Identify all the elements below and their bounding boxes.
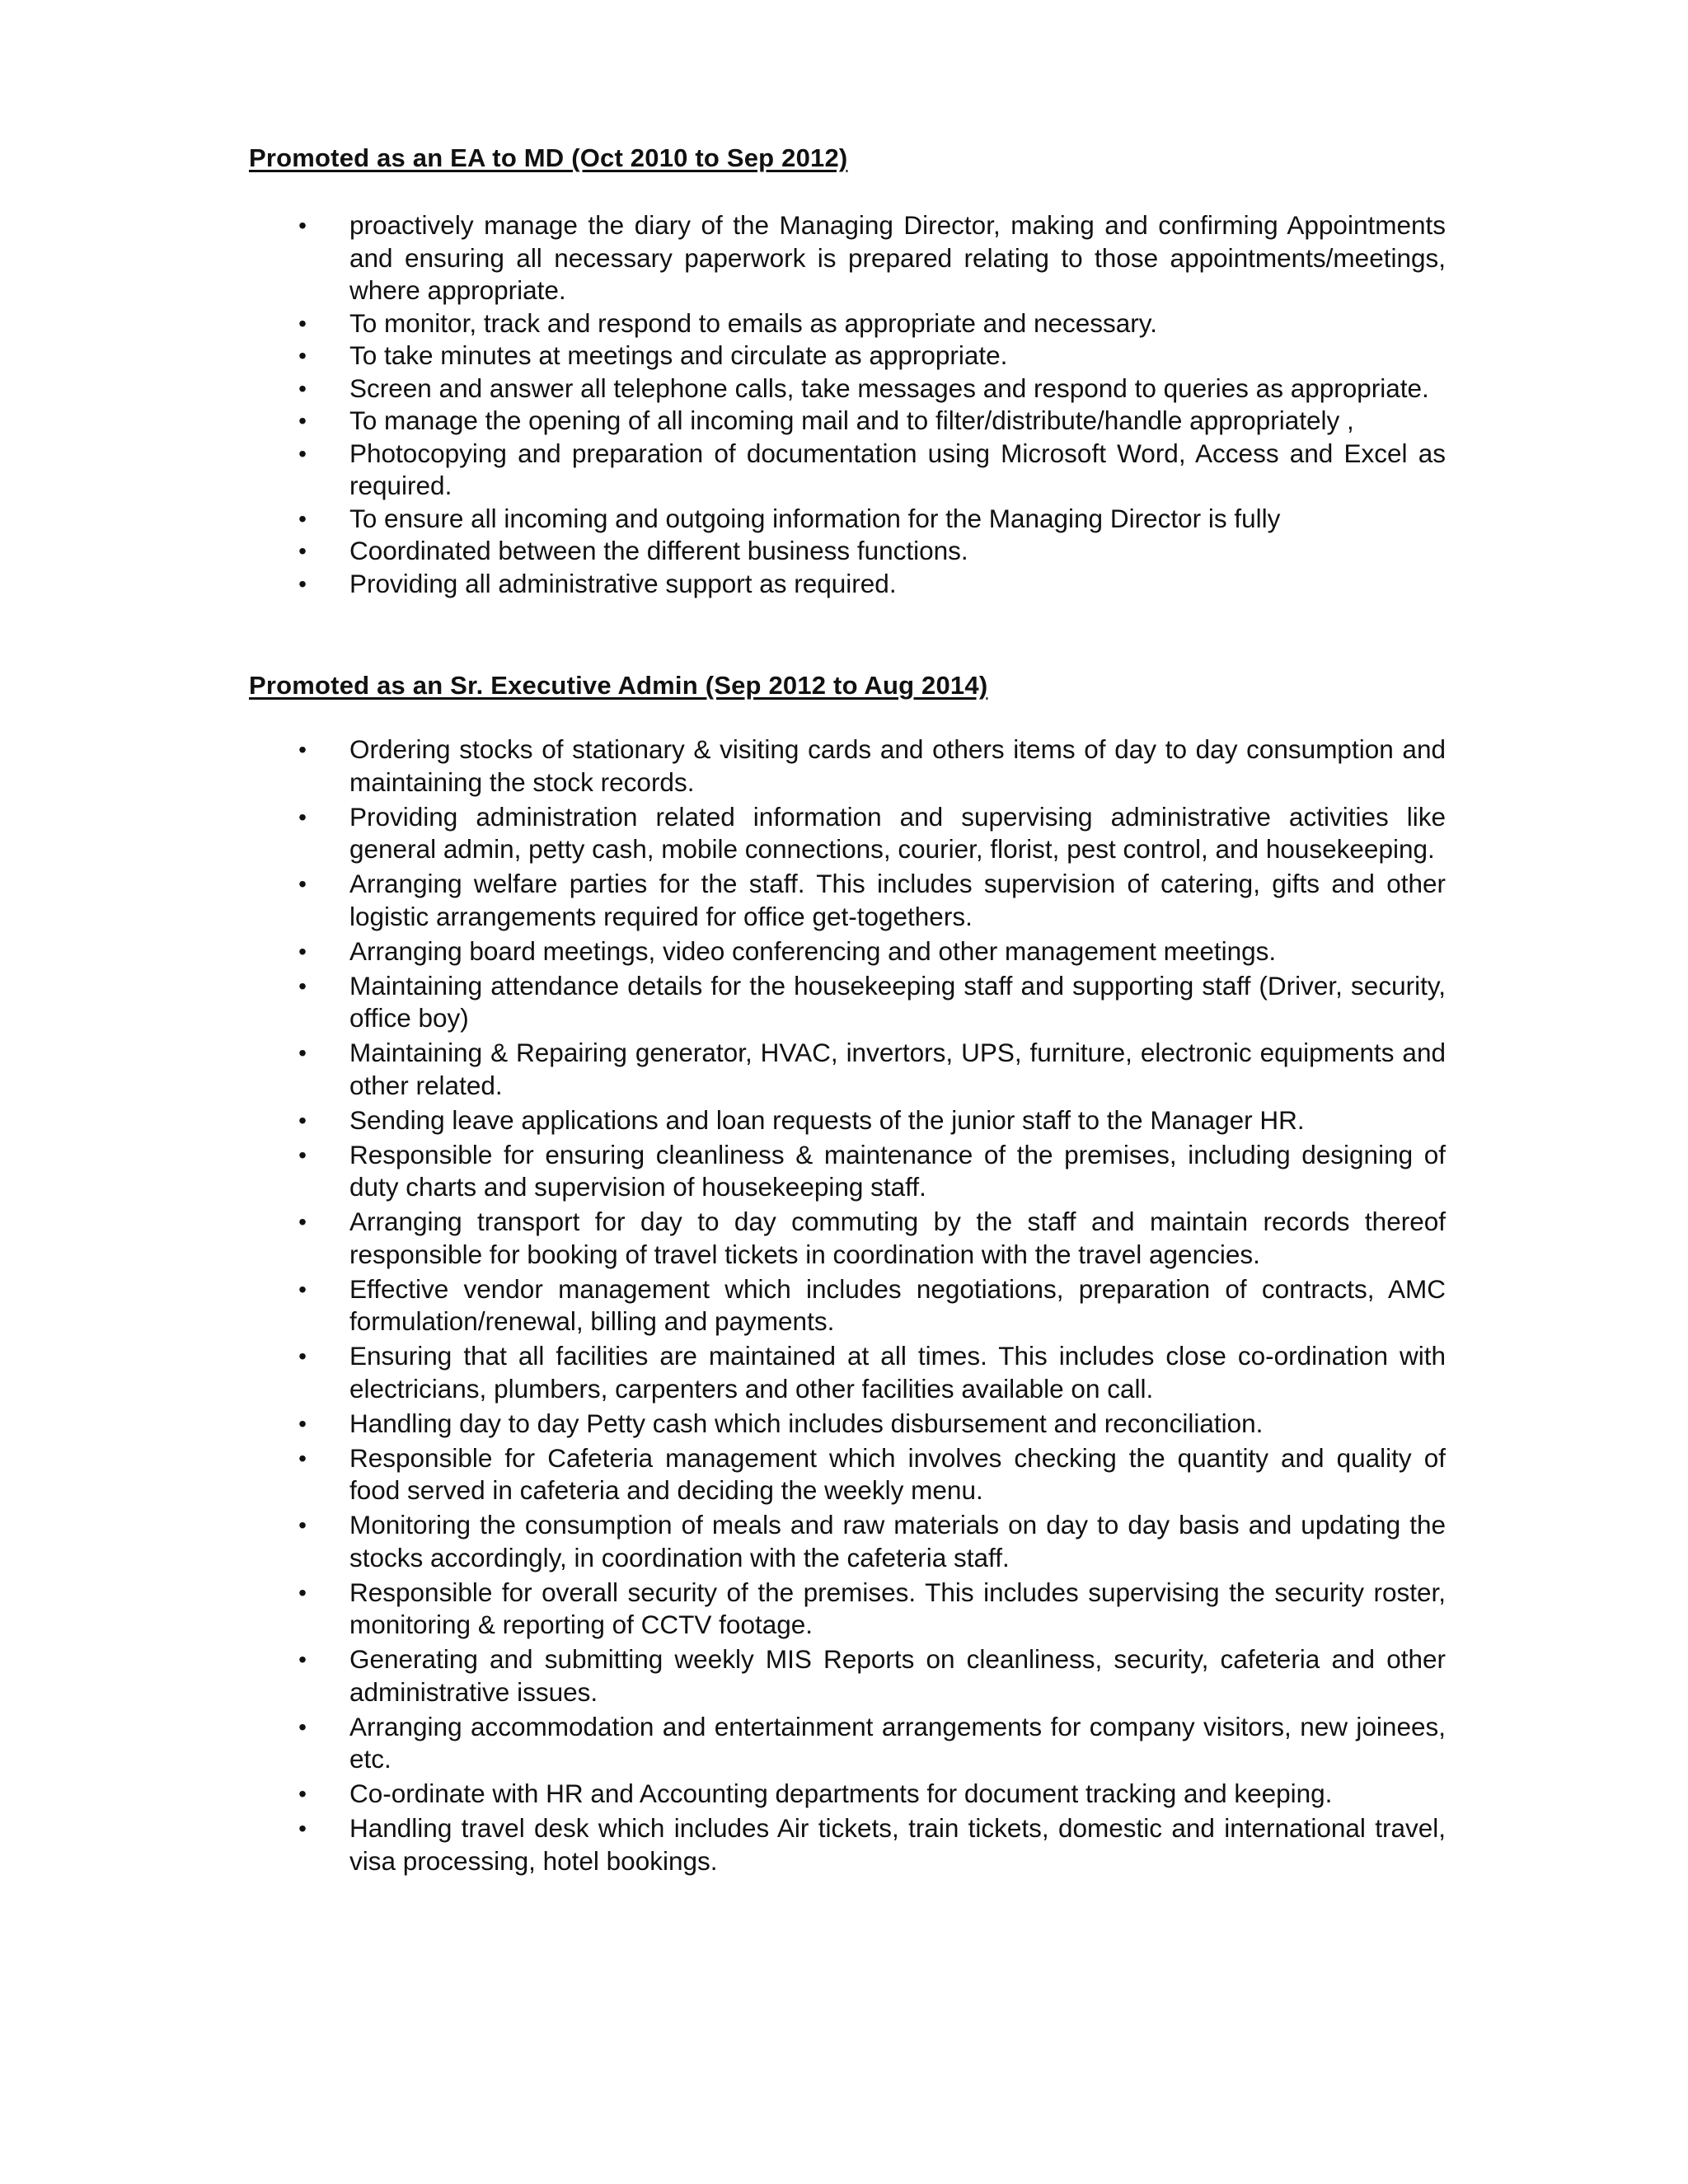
list-item-text: To take minutes at meetings and circulate as appropriate.	[349, 340, 1008, 370]
bullet-icon: •	[298, 804, 307, 830]
list-item	[290, 1577, 1446, 1642]
bullet-icon: •	[298, 213, 307, 238]
bullet-icon: •	[298, 1410, 307, 1436]
list-item-text: Maintaining attendance details for the housekeeping staff and supporting staff (Driver, security, office boy)	[349, 970, 1446, 1033]
bullet-icon: •	[298, 375, 307, 401]
list-item-text: Screen and answer all telephone calls, take messages and respond to queries as appropriate.	[349, 373, 1429, 403]
list-item	[290, 1340, 1446, 1405]
list-item	[290, 1104, 1446, 1137]
list-item	[290, 438, 1446, 503]
sr-executive-admin-duties-list	[290, 733, 1446, 1880]
list-item-text: Responsible for Cafeteria management which involves checking the quantity and quality of food served in cafeteria and deciding the weekly menu.	[349, 1442, 1446, 1505]
list-item	[290, 1273, 1446, 1338]
list-item-text: Maintaining & Repairing generator, HVAC, invertors, UPS, furniture, electronic equipments and other related.	[349, 1038, 1446, 1100]
bullet-icon: •	[298, 538, 307, 564]
list-item	[290, 1408, 1446, 1441]
list-item-text: Generating and submitting weekly MIS Reports on cleanliness, security, cafeteria and other administrative issues.	[349, 1644, 1446, 1707]
bullet-icon: •	[298, 1781, 307, 1807]
list-item	[290, 209, 1446, 307]
list-item-text: To monitor, track and respond to emails as appropriate and necessary.	[349, 307, 1157, 338]
list-item	[290, 1509, 1446, 1574]
list-item-text: proactively manage the diary of the Managing Director, making and confirming Appointments and ensuring all necessary paperwork is prepared relating to those appointments/meetings, where appropriate.	[349, 210, 1446, 305]
list-item-text: Co-ordinate with HR and Accounting departments for document tracking and keeping.	[349, 1779, 1333, 1808]
list-item	[290, 535, 1446, 568]
bullet-icon: •	[298, 1445, 307, 1471]
bullet-icon: •	[298, 1343, 307, 1369]
list-item-text: Effective vendor management which includes negotiations, preparation of contracts, AMC formulation/renewal, billing and payments.	[349, 1273, 1446, 1336]
list-item	[290, 405, 1446, 438]
list-item-text: Sending leave applications and loan requests of the junior staff to the Manager HR.	[349, 1104, 1305, 1135]
list-item-text: Arranging board meetings, video conferencing and other management meetings.	[349, 935, 1277, 966]
list-item-text: Ensuring that all facilities are maintained at all times. This includes close co-ordination with electricians, plumbers, carpenters and other facilities available on call.	[349, 1341, 1446, 1404]
list-item-text: Responsible for ensuring cleanliness & maintenance of the premises, including designing of duty charts and supervision of housekeeping staff.	[349, 1139, 1446, 1202]
list-item	[290, 935, 1446, 968]
bullet-icon: •	[298, 310, 307, 336]
list-item-text: Arranging accommodation and entertainment arrangements for company visitors, new joinees, etc.	[349, 1711, 1446, 1774]
list-item	[290, 1643, 1446, 1708]
list-item	[290, 568, 1446, 601]
bullet-icon: •	[298, 972, 307, 999]
list-item	[290, 970, 1446, 1035]
list-item-text: Coordinated between the different business functions.	[349, 536, 968, 565]
list-item-text: Arranging welfare parties for the staff. This includes supervision of catering, gifts and other logistic arrangements required for office get-togethers.	[349, 869, 1446, 931]
list-item-text: Handling travel desk which includes Air tickets, train tickets, domestic and international travel, visa processing, hotel bookings.	[349, 1813, 1446, 1876]
list-item-text: Providing all administrative support as required.	[349, 568, 897, 598]
list-item-text: Responsible for overall security of the premises. This includes supervising the security roster, monitoring & reporting of CCTV footage.	[349, 1577, 1446, 1639]
bullet-icon: •	[298, 505, 307, 532]
list-item-text: Arranging transport for day to day commuting by the staff and maintain records thereof responsible for booking of travel tickets in coordination with the travel agencies.	[349, 1207, 1446, 1269]
list-item	[290, 801, 1446, 866]
bullet-icon: •	[298, 1040, 307, 1066]
bullet-icon: •	[298, 1816, 307, 1841]
section-heading-ea-to-md: Promoted as an EA to MD (Oct 2010 to Sep 2012)	[249, 143, 848, 172]
list-item	[290, 1037, 1446, 1102]
list-item	[290, 340, 1446, 373]
ea-to-md-duties-list	[290, 209, 1446, 600]
list-item-text: Monitoring the consumption of meals and raw materials on day to day basis and updating the stocks accordingly, in coordination with the cafeteria staff.	[349, 1510, 1446, 1572]
list-item	[290, 307, 1446, 340]
list-item-text: Providing administration related information and supervising administrative activities like general admin, petty cash, mobile connections, courier, florist, pest control, and housekeeping.	[349, 801, 1446, 864]
list-item-text: Photocopying and preparation of documentation using Microsoft Word, Access and Excel as required.	[349, 438, 1446, 500]
list-item	[290, 1711, 1446, 1776]
list-item	[290, 868, 1446, 933]
list-item	[290, 503, 1446, 536]
bullet-icon: •	[298, 1141, 307, 1168]
list-item	[290, 1812, 1446, 1877]
bullet-icon: •	[298, 1512, 307, 1538]
bullet-icon: •	[298, 570, 307, 597]
list-item	[290, 1139, 1446, 1204]
list-item	[290, 1442, 1446, 1507]
bullet-icon: •	[298, 737, 307, 762]
bullet-icon: •	[298, 1276, 307, 1302]
bullet-icon: •	[298, 938, 307, 964]
bullet-icon: •	[298, 1579, 307, 1605]
section-heading-sr-executive-admin: Promoted as an Sr. Executive Admin (Sep 2012 to Aug 2014)	[249, 671, 988, 700]
bullet-icon: •	[298, 408, 307, 434]
list-item-text: Ordering stocks of stationary & visiting cards and others items of day to day consumption and maintaining the stock records.	[349, 734, 1446, 797]
bullet-icon: •	[298, 440, 307, 466]
bullet-icon: •	[298, 871, 307, 897]
list-item-text: To manage the opening of all incoming mail and to filter/distribute/handle appropriately ,	[349, 405, 1354, 435]
list-item	[290, 1206, 1446, 1271]
list-item-text: Handling day to day Petty cash which includes disbursement and reconciliation.	[349, 1408, 1264, 1438]
bullet-icon: •	[298, 1209, 307, 1235]
list-item-text: To ensure all incoming and outgoing information for the Managing Director is fully	[349, 503, 1281, 533]
list-item	[290, 1778, 1446, 1811]
bullet-icon: •	[298, 1107, 307, 1133]
bullet-icon: •	[298, 343, 307, 368]
list-item	[290, 733, 1446, 799]
list-item	[290, 373, 1446, 405]
bullet-icon: •	[298, 1713, 307, 1740]
bullet-icon: •	[298, 1647, 307, 1672]
